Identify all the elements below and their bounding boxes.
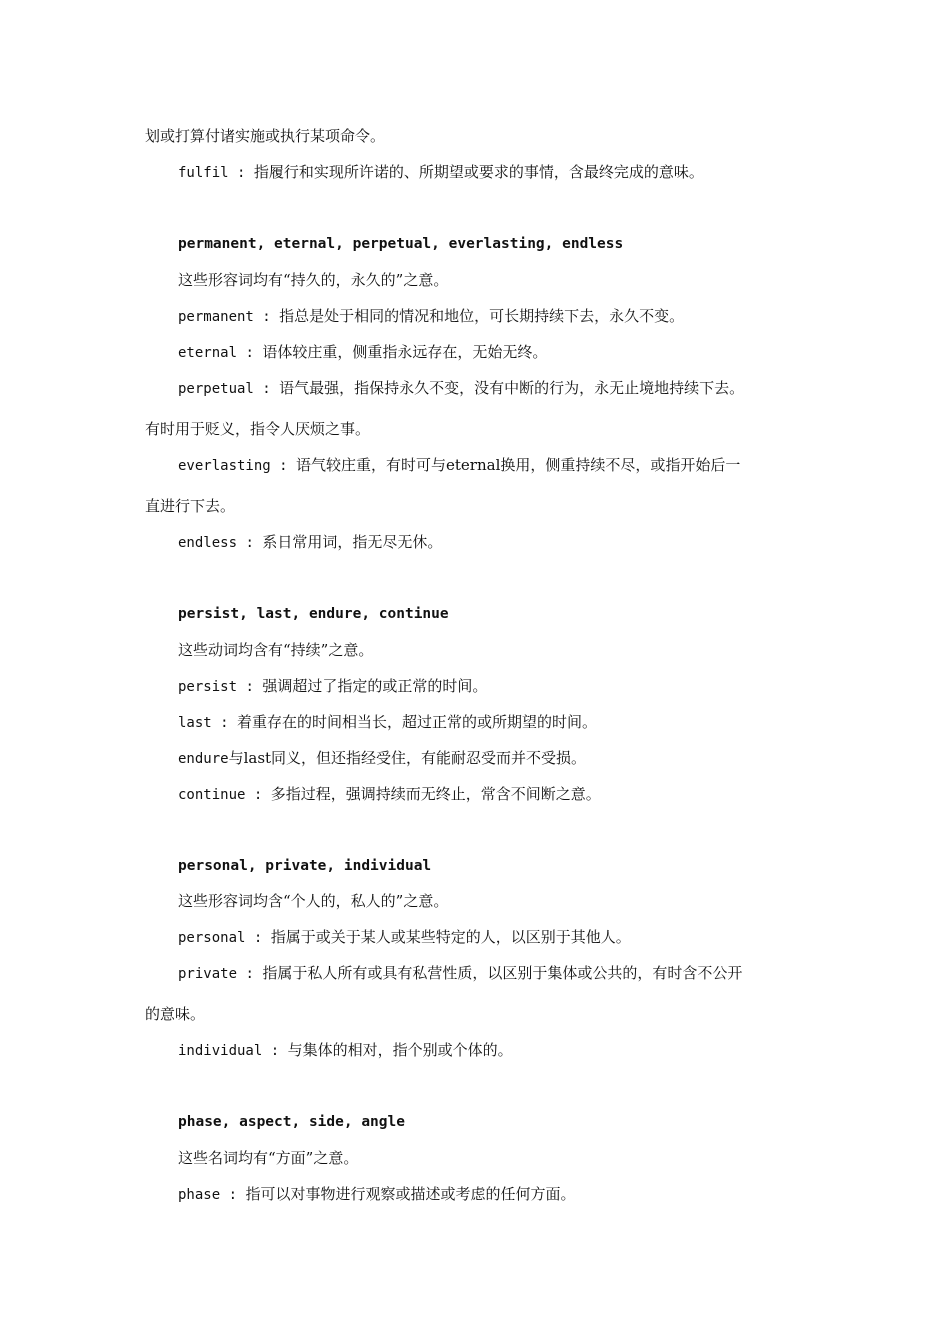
definition-fulfil: fulfil : 指履行和实现所许诺的、所期望或要求的事情，含最终完成的意味。 [178,163,704,181]
term-label: eternal [178,345,238,361]
definition-last: last : 着重存在的时间相当长，超过正常的或所期望的时间。 [178,713,598,731]
definition-endure: endure与last同义，但还指经受住，有能耐忍受而并不受损。 [178,749,587,767]
term-label: everlasting [178,458,271,474]
term-label: persist [178,679,238,695]
section-intro: 这些形容词均含“个人的，私人的”之意。 [178,892,449,910]
text-line: 划或打算付诸实施或执行某项命令。 [145,127,386,145]
section-intro: 这些形容词均有“持久的，永久的”之意。 [178,271,449,289]
definition-private: private : 指属于私人所有或具有私营性质，以区别于集体或公共的，有时含不公开 [178,964,743,982]
section-heading-persist: persist, last, endure, continue [178,606,449,622]
text-line: 有时用于贬义，指令人厌烦之事。 [145,420,371,438]
term-label: endless [178,535,238,551]
term-label: individual [178,1043,263,1059]
definition-endless: endless : 系日常用词，指无尽无休。 [178,533,443,551]
term-label: perpetual [178,381,254,397]
term-label: permanent [178,309,254,325]
term-label: personal [178,930,246,946]
section-intro: 这些动词均含有“持续”之意。 [178,641,374,659]
text-line: 的意味。 [145,1005,206,1023]
term-label: private [178,966,238,982]
section-heading-personal: personal, private, individual [178,858,432,874]
section-intro: 这些名词均有“方面”之意。 [178,1149,359,1167]
term-label: last [178,715,212,731]
term-label: phase [178,1187,221,1203]
term-label: continue [178,787,246,803]
term-label: fulfil [178,165,229,181]
definition-eternal: eternal : 语体较庄重，侧重指永远存在，无始无终。 [178,343,548,361]
term-label: endure [178,751,229,767]
definition-everlasting: everlasting : 语气较庄重，有时可与eternal换用，侧重持续不尽，或指开始后一 [178,456,741,474]
text-line: 直进行下去。 [145,497,236,515]
definition-persist: persist : 强调超过了指定的或正常的时间。 [178,677,488,695]
definition-perpetual: perpetual : 语气最强，指保持永久不变，没有中断的行为，永无止境地持续下去。 [178,379,745,397]
definition-individual: individual : 与集体的相对，指个别或个体的。 [178,1041,513,1059]
definition-personal: personal : 指属于或关于某人或某些特定的人，以区别于其他人。 [178,928,631,946]
section-heading-phase: phase, aspect, side, angle [178,1114,405,1130]
section-heading-permanent: permanent, eternal, perpetual, everlasting, endless [178,236,624,252]
definition-continue: continue : 多指过程，强调持续而无终止，常含不间断之意。 [178,785,601,803]
definition-permanent: permanent : 指总是处于相同的情况和地位，可长期持续下去，永久不变。 [178,307,685,325]
definition-phase: phase : 指可以对事物进行观察或描述或考虑的任何方面。 [178,1185,576,1203]
